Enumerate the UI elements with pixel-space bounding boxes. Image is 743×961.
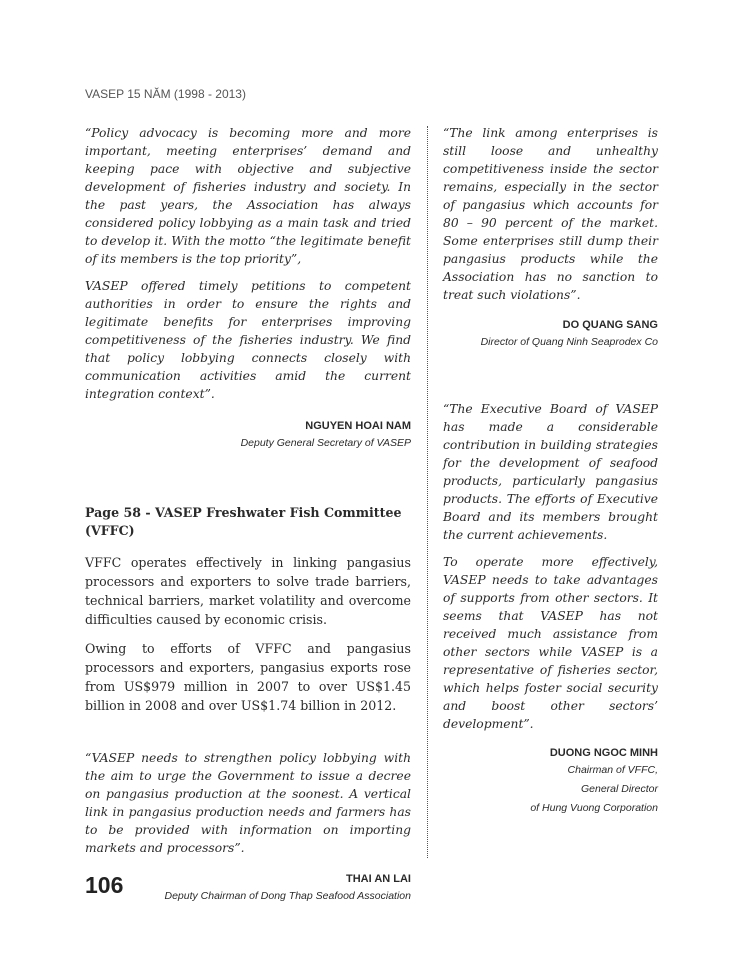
quote-author-role: Deputy Chairman of Dong Thap Seafood Association bbox=[164, 890, 411, 902]
quote-author-role: General Director bbox=[580, 783, 658, 795]
running-header: VASEP 15 NĂM (1998 - 2013) bbox=[85, 87, 246, 101]
quote-paragraph: “VASEP needs to strengthen policy lobbying with the aim to urge the Government to issue a decree on pangasius production at the soonest. A vertical link in pangasius production needs and farmers has to be provided with information on importing markets and processors”. bbox=[85, 751, 411, 855]
quote-paragraph: VASEP offered timely petitions to competent authorities in order to ensure the rights and legitimate benefits for enterprises improving competitiveness of the fisheries industry. We find that policy lobbying connects closely with communication activities amid the current integration context”. bbox=[85, 279, 411, 401]
quote-block-do-quang-sang bbox=[443, 124, 658, 352]
quote-paragraph: “The link among enterprises is still loose and unhealthy competitiveness inside the sector remains, especially in the sector of pangasius which accounts for 80 – 90 percent of the market. Some enterprises still dump their pangasius products while the Association has no sanction to treat such violations”. bbox=[443, 126, 658, 302]
quote-author-role: Chairman of VFFC, bbox=[567, 764, 658, 776]
quote-paragraph: “Policy advocacy is becoming more and more important, meeting enterprises’ demand and keeping pace with objective and subjective development of fisheries industry and society. In the past years, the Association has always considered policy lobbying as a main task and tried to develop it. With the motto “the legitimate benefit of its members is the top priority”, bbox=[85, 126, 411, 266]
quote-block-thai-an-lai bbox=[85, 749, 411, 906]
section-paragraph: Owing to efforts of VFFC and pangasius processors and exporters, pangasius exports rose from US$979 million in 2007 to over US$1.45 billion in 2008 and over US$1.74 billion in 2012. bbox=[85, 641, 411, 713]
quote-author: DO QUANG SANG bbox=[562, 319, 658, 331]
section-paragraph: VFFC operates effectively in linking pangasius processors and exporters to solve trade barriers, technical barriers, market volatility and overcome difficulties caused by economic crisis. bbox=[85, 555, 411, 627]
quote-author: DUONG NGOC MINH bbox=[549, 747, 658, 759]
quote-author-role: Deputy General Secretary of VASEP bbox=[240, 437, 411, 449]
quote-author-role: Director of Quang Ninh Seaprodex Co bbox=[480, 336, 658, 348]
quote-block-nguyen-hoai-nam bbox=[85, 124, 411, 453]
quote-author-role: of Hung Vuong Corporation bbox=[530, 802, 658, 814]
quote-author: NGUYEN HOAI NAM bbox=[305, 420, 411, 432]
vffc-section bbox=[85, 504, 411, 715]
left-column bbox=[85, 124, 411, 906]
quote-paragraph: To operate more effectively, VASEP needs to take advantages of supports from other sectors. It seems that VASEP has not received much assistance from other sectors while VASEP is a representative of fisheries sector, which helps foster social security and boost other sectors’ development”. bbox=[443, 555, 658, 731]
quote-block-duong-ngoc-minh bbox=[443, 400, 658, 818]
column-divider bbox=[427, 126, 428, 858]
quote-author: THAI AN LAI bbox=[346, 873, 411, 885]
quote-paragraph: “The Executive Board of VASEP has made a considerable contribution in building strategies for the development of seafood products, particularly pangasius products. The efforts of Executive Board and its members brought the current achievements. bbox=[443, 402, 658, 542]
page-number: 106 bbox=[85, 872, 124, 898]
right-column bbox=[443, 124, 658, 818]
section-title: Page 58 - VASEP Freshwater Fish Committee (VFFC) bbox=[85, 505, 402, 538]
